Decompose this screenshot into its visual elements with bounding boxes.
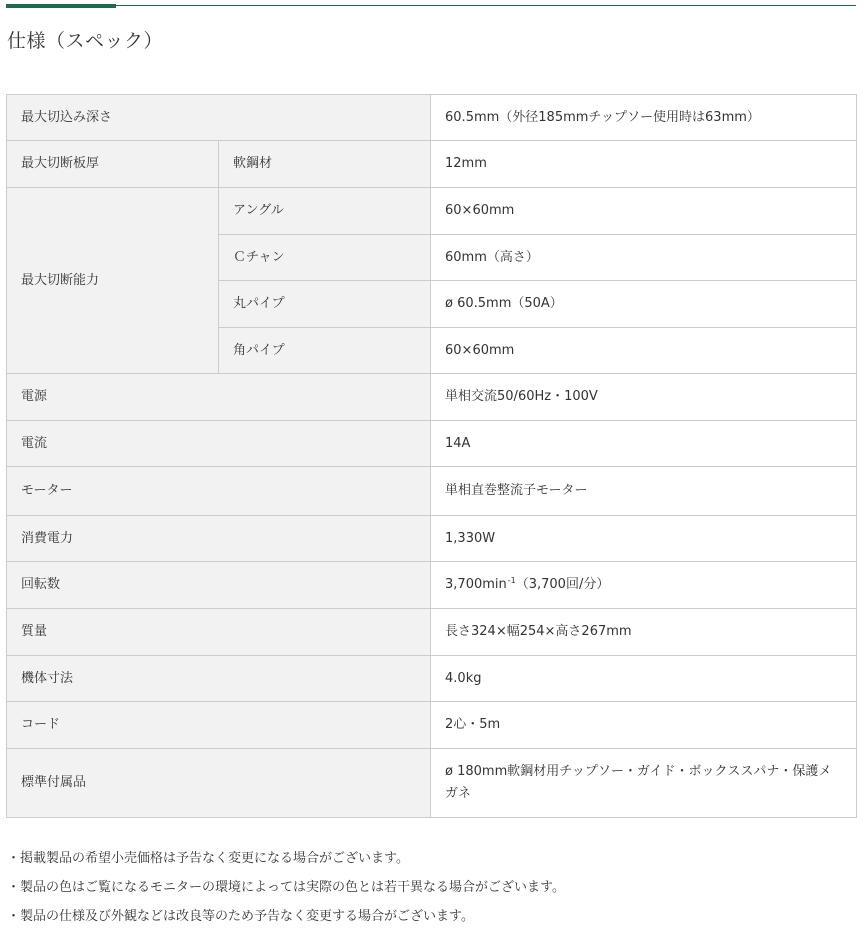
spec-label: 最大切断能力 [7, 188, 219, 374]
note-item: ・掲載製品の希望小売価格は予告なく変更になる場合がございます。 [7, 851, 409, 866]
spec-label: 標準付属品 [7, 749, 431, 818]
spec-sublabel: 角パイプ [219, 328, 431, 374]
spec-value: 14A [431, 421, 857, 467]
table-row [7, 656, 857, 702]
spec-value [431, 562, 857, 609]
table-row [7, 609, 857, 656]
table-row [7, 141, 857, 188]
spec-value: 4.0kg [431, 656, 857, 702]
spec-value: 単相交流50/60Hz・100V [431, 374, 857, 421]
notes-list [7, 848, 565, 935]
table-row [7, 749, 857, 818]
spec-sublabel: 軟鋼材 [219, 141, 431, 188]
spec-label: モーター [7, 467, 431, 516]
spec-value: 単相直巻整流子モーター [431, 467, 857, 516]
spec-value: ø 60.5mm（50A） [431, 281, 857, 328]
spec-label: 電流 [7, 421, 431, 467]
spec-label: 消費電力 [7, 516, 431, 562]
note-item: ・製品の仕様及び外観などは改良等のため予告なく変更する場合がございます。 [7, 909, 474, 924]
spec-sublabel: Ｃチャン [219, 235, 431, 281]
spec-value: 60.5mm（外径185mmチップソー使用時は63mm） [431, 95, 857, 141]
spec-sublabel: 丸パイプ [219, 281, 431, 328]
spec-label: 電源 [7, 374, 431, 421]
table-row [7, 467, 857, 516]
spec-label: 機体寸法 [7, 656, 431, 702]
spec-value: 2心・5m [431, 702, 857, 749]
spec-label: 最大切込み深さ [7, 95, 431, 141]
spec-value: 60mm（高さ） [431, 235, 857, 281]
spec-table [6, 94, 857, 818]
rpm-value-rest: （3,700回/分） [515, 576, 610, 592]
rpm-superscript: -1 [507, 575, 516, 585]
rpm-value: 3,700min [445, 576, 507, 592]
table-row [7, 516, 857, 562]
spec-value: 60×60mm [431, 328, 857, 374]
spec-label: 最大切断板厚 [7, 141, 219, 188]
spec-sublabel: アングル [219, 188, 431, 235]
table-row [7, 562, 857, 609]
table-row [7, 702, 857, 749]
top-rule [6, 5, 856, 6]
spec-label: 質量 [7, 609, 431, 656]
spec-value: 長さ324×幅254×高さ267mm [431, 609, 857, 656]
table-row [7, 95, 857, 141]
title-accent-bar [6, 4, 116, 8]
table-row [7, 188, 857, 235]
page-title: 仕様（スペック） [7, 30, 164, 52]
spec-value: ø 180mm軟鋼材用チップソー・ガイド・ボックススパナ・保護メガネ [431, 749, 857, 818]
spec-value: 60×60mm [431, 188, 857, 235]
table-row [7, 374, 857, 421]
spec-value: 12mm [431, 141, 857, 188]
spec-value: 1,330W [431, 516, 857, 562]
spec-label: 回転数 [7, 562, 431, 609]
note-item: ・製品の色はご覧になるモニターの環境によっては実際の色とは若干異なる場合がございます。 [7, 880, 565, 895]
table-row [7, 421, 857, 467]
spec-label: コード [7, 702, 431, 749]
